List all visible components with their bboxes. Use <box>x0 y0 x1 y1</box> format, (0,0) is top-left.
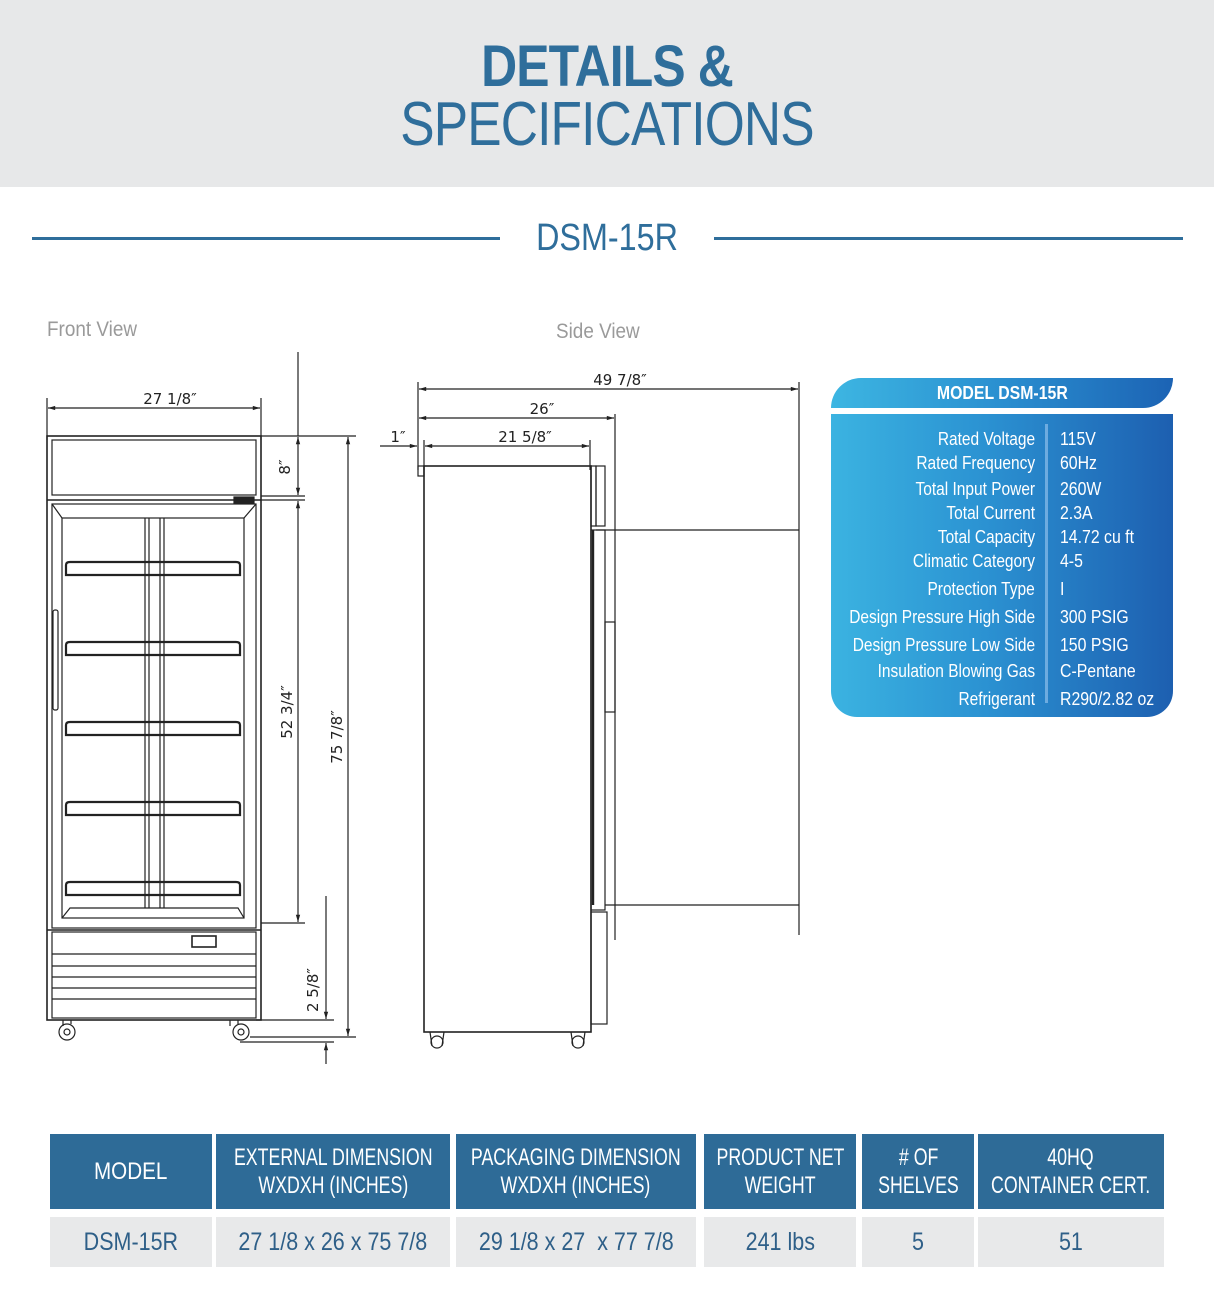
table-cell-packaging-dimension: 29 1/8 x 27 x 77 7/8 <box>456 1217 696 1267</box>
table-cell-model: DSM-15R <box>50 1217 212 1267</box>
table-header-packaging-dimension: PACKAGING DIMENSION WXDXH (INCHES) <box>456 1134 696 1209</box>
spec-row: Design Pressure Low Side 150 PSIG <box>852 635 1129 655</box>
table-header-container: 40HQ CONTAINER CERT. <box>978 1134 1164 1209</box>
table-header-shelves: # OF SHELVES <box>862 1134 974 1209</box>
dim-body-depth: 21 5/8″ <box>498 428 552 446</box>
side-view-label: Side View <box>556 320 640 343</box>
front-view-label: Front View <box>47 318 137 341</box>
spec-row: Rated Voltage 115V <box>937 429 1096 449</box>
spec-row: Climatic Category 4-5 <box>912 551 1083 571</box>
spec-row: Rated Frequency 60Hz <box>916 453 1097 473</box>
spec-row: Total Capacity 14.72 cu ft <box>937 527 1134 547</box>
spec-card-body <box>831 414 1173 717</box>
table-header-model: MODEL <box>50 1134 212 1209</box>
page-title-line1: DETAILS & <box>481 34 733 99</box>
table-cell-container: 51 <box>978 1217 1164 1267</box>
spec-card <box>831 378 1173 717</box>
dim-caster-height: 2 5/8″ <box>304 967 322 1013</box>
table-cell-shelves: 5 <box>862 1217 974 1267</box>
table-cell-external-dimension: 27 1/8 x 26 x 75 7/8 <box>216 1217 450 1267</box>
page-title-line2: SPECIFICATIONS <box>400 90 814 159</box>
spec-card-title: MODEL DSM-15R <box>831 378 1173 408</box>
spec-row: Refrigerant R290/2.82 oz <box>958 689 1155 709</box>
spec-row: Insulation Blowing Gas C-Pentane <box>877 661 1136 681</box>
spec-row: Total Input Power 260W <box>915 479 1102 499</box>
spec-row: Protection Type I <box>927 579 1065 599</box>
dim-top-panel: 8″ <box>276 459 294 475</box>
dim-depth: 26″ <box>529 400 555 418</box>
dim-width: 27 1/8″ <box>143 390 197 408</box>
spec-row: Design Pressure High Side 300 PSIG <box>849 607 1129 627</box>
table-header-external-dimension: EXTERNAL DIMENSION WXDXH (INCHES) <box>216 1134 450 1209</box>
front-view-drawing <box>47 352 356 1064</box>
table-cell-net-weight: 241 lbs <box>704 1217 856 1267</box>
model-heading: DSM-15R <box>536 217 678 259</box>
dim-offset: 1″ <box>390 428 406 446</box>
dim-door-open-depth: 49 7/8″ <box>593 371 647 389</box>
dim-door-height: 52 3/4″ <box>278 685 296 739</box>
table-header-net-weight: PRODUCT NET WEIGHT <box>704 1134 856 1209</box>
side-view-drawing <box>380 382 799 1048</box>
dim-total-height: 75 7/8″ <box>328 710 346 764</box>
spec-row: Total Current 2.3A <box>946 503 1093 523</box>
